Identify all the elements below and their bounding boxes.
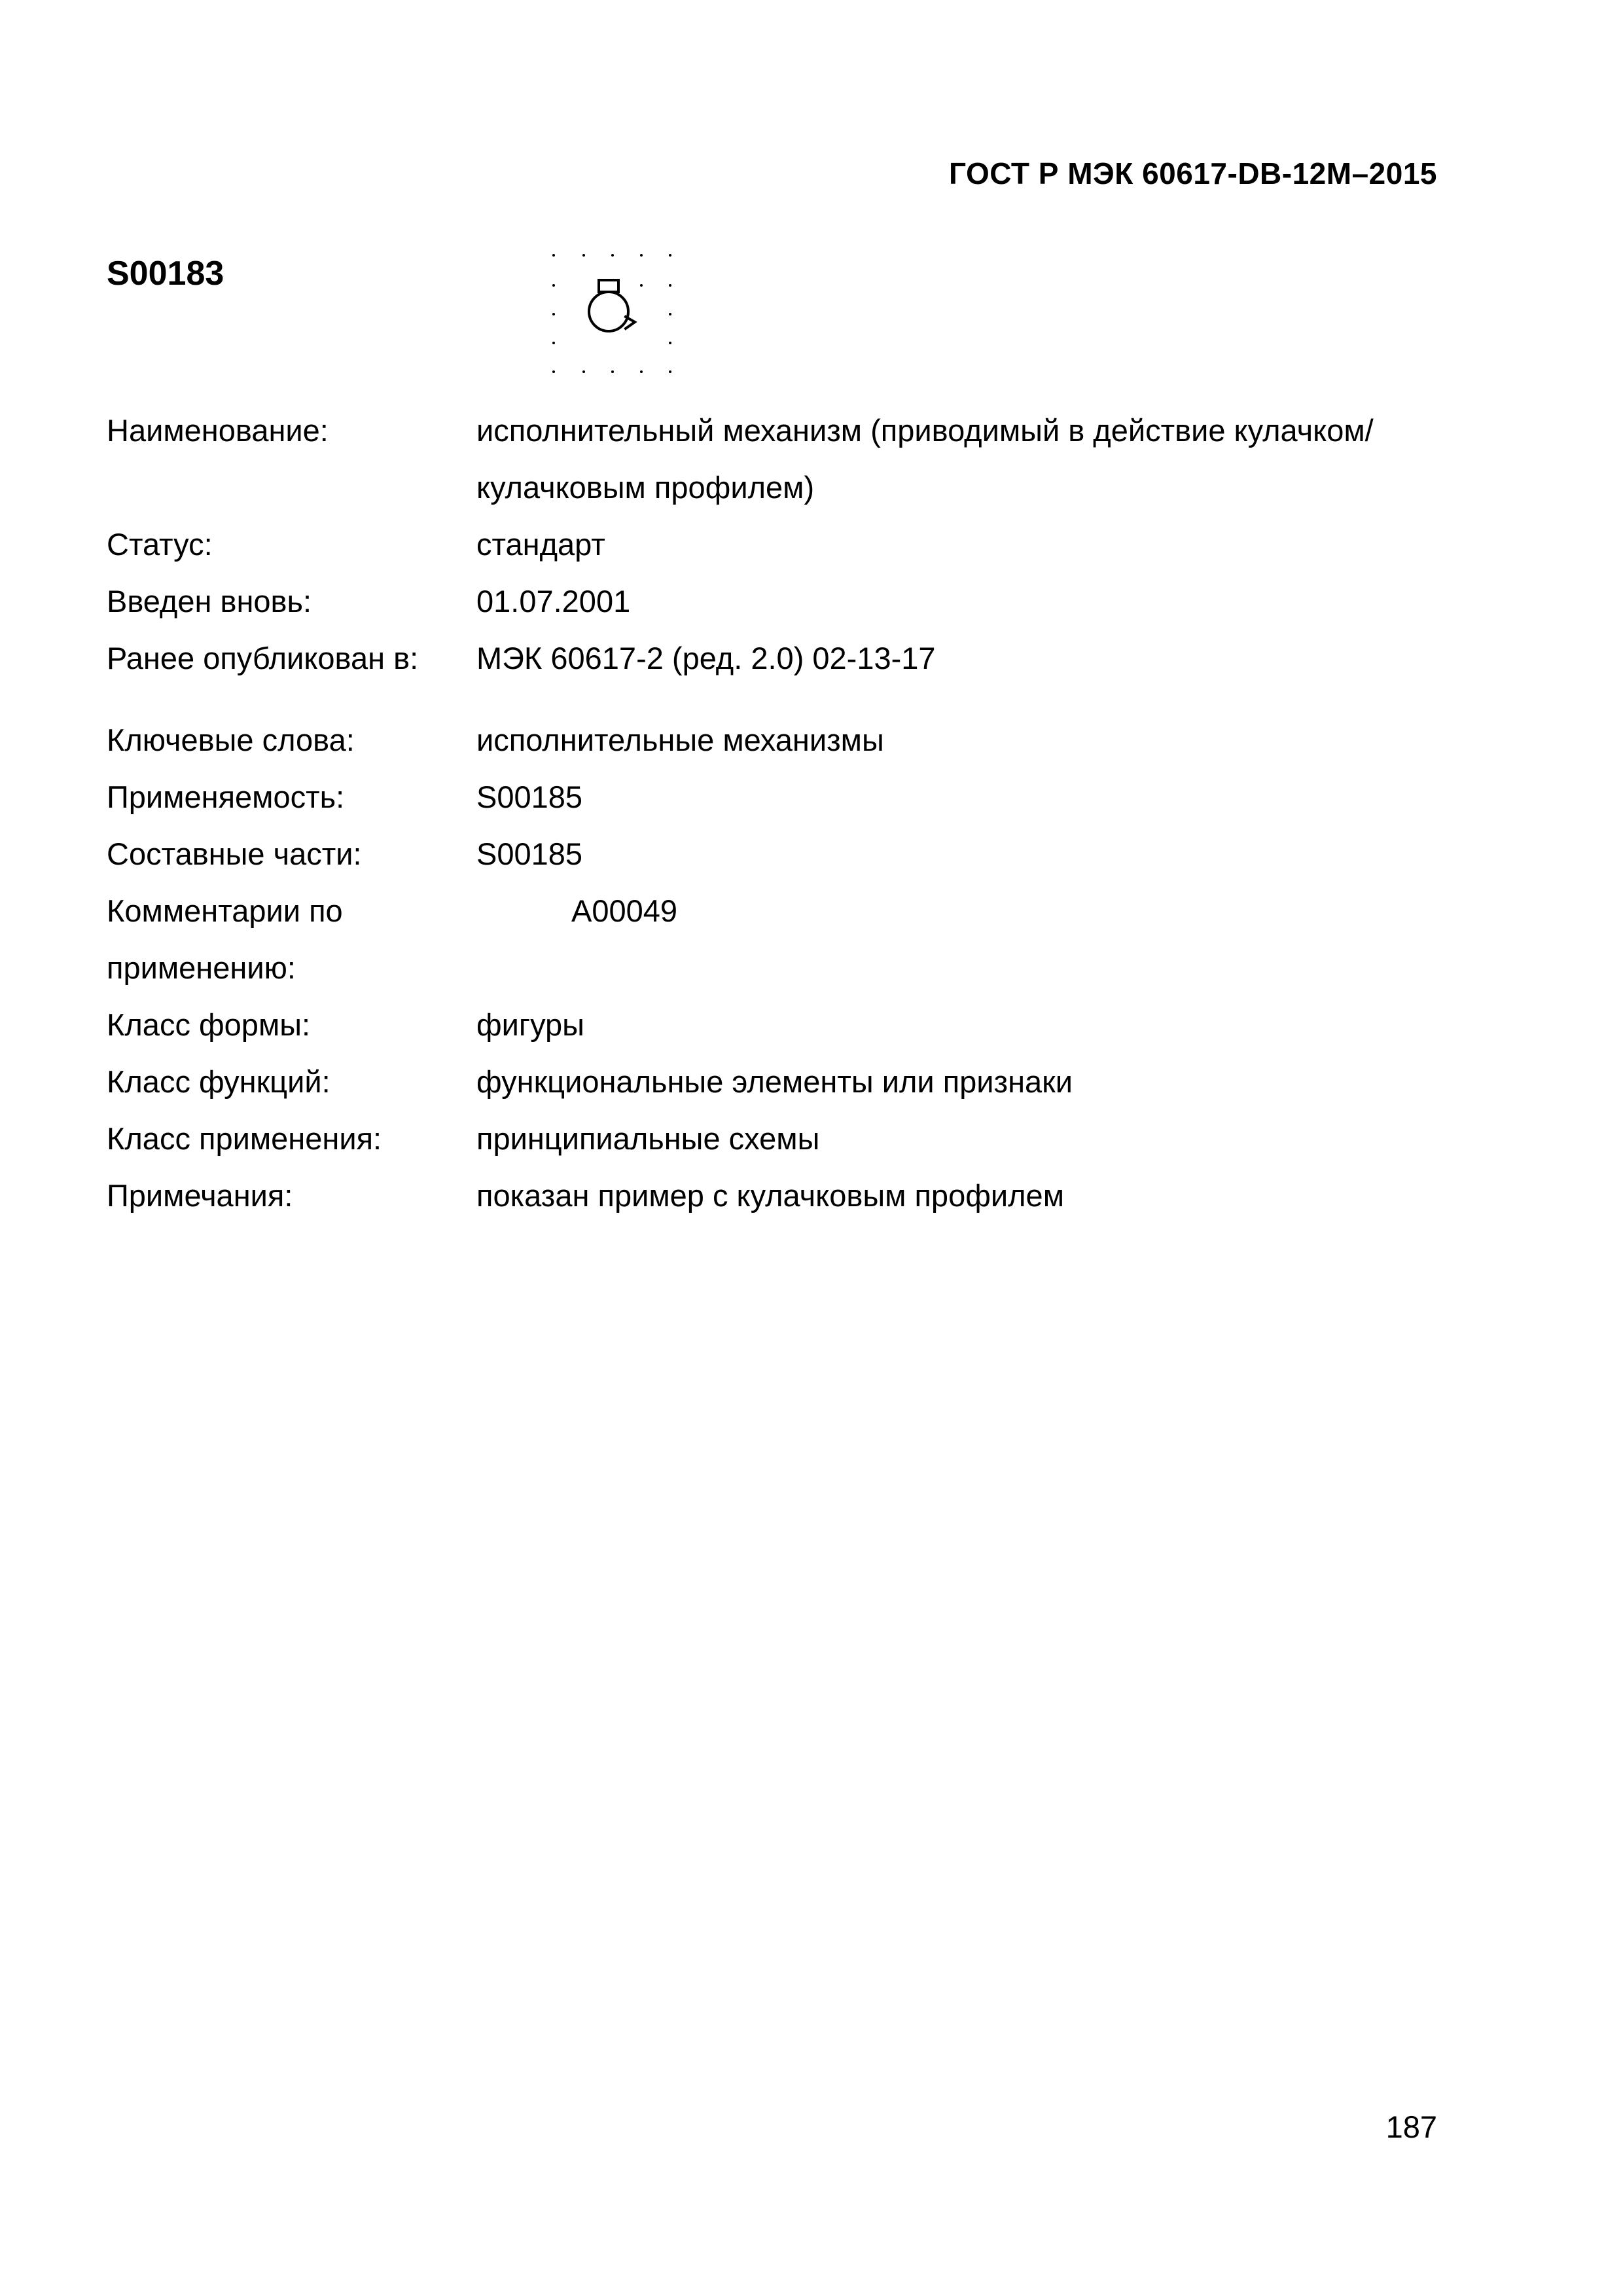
cam-actuator-symbol-icon [544,246,675,377]
symbol-grid-dots [552,254,671,373]
field-row-application-class [107,1110,1442,1167]
symbol-shape [589,280,635,331]
field-value-name: исполнительный механизм (приводимый в действие кулачком/кулачковым профилем) [476,413,1374,505]
symbol-fields [107,402,1442,1224]
field-value-applicability: S00185 [476,780,583,814]
field-label-previously-published: Ранее опубликован в: [107,641,419,675]
standard-code: ГОСТ Р МЭК 60617-DB-12М–2015 [949,156,1437,190]
field-row-introduced [107,573,1442,630]
field-label-applicability: Применяемость: [107,780,345,814]
field-value-keywords: исполнительные механизмы [476,723,884,757]
field-value-function-class: функциональные элементы или признаки [476,1064,1073,1099]
page-number: 187 [1385,2109,1437,2144]
field-label-name: Наименование: [107,413,329,448]
field-row-notes [107,1167,1442,1224]
field-value-previously-published: МЭК 60617-2 (ред. 2.0) 02-13-17 [476,641,936,675]
field-label-keywords: Ключевые слова: [107,723,355,757]
field-row-components [107,825,1442,882]
field-value-application-class: принципиальные схемы [476,1121,820,1156]
field-label-application-comments: Комментарии по применению: [107,893,343,985]
field-label-status: Статус: [107,527,213,562]
field-value-application-comments: A00049 [571,893,678,928]
field-label-components: Составные части: [107,836,362,871]
field-row-application-comments [107,882,1442,996]
field-row-name [107,402,1442,516]
field-label-notes: Примечания: [107,1178,293,1213]
field-value-notes: показан пример с кулачковым профилем [476,1178,1065,1213]
field-label-function-class: Класс функций: [107,1064,330,1099]
field-row-shape-class [107,996,1442,1053]
field-row-applicability [107,768,1442,825]
field-row-status [107,516,1442,573]
field-row-function-class [107,1053,1442,1110]
field-value-introduced: 01.07.2001 [476,584,631,619]
field-value-status: стандарт [476,527,605,562]
field-row-keywords [107,711,1442,768]
field-value-shape-class: фигуры [476,1007,584,1042]
field-label-shape-class: Класс формы: [107,1007,311,1042]
field-value-components: S00185 [476,836,583,871]
field-label-introduced: Введен вновь: [107,584,312,619]
field-row-previously-published [107,630,1442,687]
symbol-id: S00183 [107,255,224,293]
field-label-application-class: Класс применения: [107,1121,382,1156]
